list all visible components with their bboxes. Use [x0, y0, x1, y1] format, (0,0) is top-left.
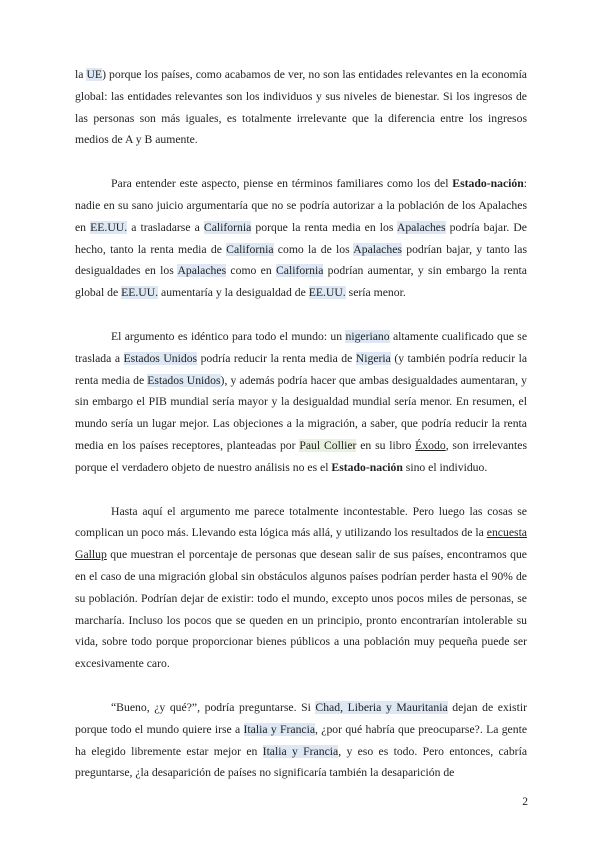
text-run: podría reducir la renta media de	[197, 351, 356, 365]
highlight-italia-francia[interactable]: Italia y Francia	[262, 744, 339, 758]
text-run: la	[75, 68, 87, 81]
document-body	[75, 64, 527, 806]
paragraph-1	[75, 64, 527, 151]
highlight-california[interactable]: California	[276, 264, 324, 278]
text-run: aumentaría y la desigualdad de	[158, 286, 309, 300]
text-run: dejan de existir porque todo el mundo quiere irse a	[75, 700, 527, 736]
text-run: sino el individuo.	[402, 460, 488, 474]
highlight-paul-collier[interactable]: Paul Collier	[299, 438, 357, 452]
highlight-estados-unidos[interactable]: Estados Unidos	[123, 351, 198, 365]
highlight-usa[interactable]: EE.UU.	[90, 220, 128, 234]
text-run: como la de los	[273, 242, 354, 256]
text-run: Para entender este aspecto, piense en términos familiares como los del	[111, 177, 453, 191]
bold-term: Estado-nación	[452, 177, 524, 191]
highlight-apalaches[interactable]: Apalaches	[353, 242, 402, 256]
text-run: altamente cualificado que se traslada a	[75, 329, 528, 365]
text-run: ), y además podría hacer que ambas desigualdades aumentaran, y sin embargo el PIB mundial sería mayor y la desigualdad mundial sería menor. En resumen, el mundo sería un lugar mejor. Las objeciones a la migración, a saber, que podría reducir la renta media en los países receptores, planteadas por	[75, 373, 528, 452]
highlight-nigeria[interactable]: Nigeria	[355, 351, 391, 365]
highlight-usa[interactable]: EE.UU.	[121, 286, 159, 300]
paragraph-4	[75, 501, 527, 675]
text-run: podría bajar. De hecho, tanto la renta media de	[75, 220, 527, 256]
text-run: ) porque los países, como acabamos de ver, no son las entidades relevantes en la economía global: las entidades relevantes son los individuos y sus niveles de bienestar. Si los ingresos de las personas son más iguales, es totalmente irrelevante que la diferencia entre los ingresos medios de A y B aumente.	[75, 68, 527, 147]
highlight-countries[interactable]: Chad, Liberia y Mauritania	[315, 700, 448, 714]
paragraph-5	[75, 697, 527, 784]
underlined-gallup-survey[interactable]: encuesta Gallup	[75, 526, 527, 562]
highlight-estados-unidos[interactable]: Estados Unidos	[147, 373, 221, 387]
highlight-usa[interactable]: EE.UU.	[308, 286, 346, 300]
text-run: : nadie en su sano juicio argumentaría que no se podría autorizar a la población de los Apalaches en	[75, 177, 527, 234]
highlight-nigeriano[interactable]: nigeriano	[345, 329, 390, 343]
text-run: Hasta aquí el argumento me parece totalmente incontestable. Pero luego las cosas se complican un poco más. Llevando esta lógica más allá, y utilizando los resultados de la	[75, 504, 527, 540]
text-run: , ¿por qué habría que preocuparse?. La gente ha elegido libremente estar mejor en	[75, 722, 528, 758]
text-run: El argumento es idéntico para todo el mundo: un	[111, 329, 346, 343]
text-run: podrían bajar, y tanto las desigualdades en los	[75, 242, 527, 278]
paragraph-3	[75, 326, 527, 479]
text-run: en su libro	[356, 438, 416, 452]
underlined-book-title[interactable]: Éxodo	[415, 438, 446, 452]
paragraph-2	[75, 173, 527, 304]
highlight-california[interactable]: California	[226, 242, 274, 256]
highlight-italia-francia[interactable]: Italia y Francia	[243, 722, 316, 736]
text-run: , son irrelevantes porque el verdadero objeto de nuestro análisis no es el	[75, 438, 527, 474]
text-run: que muestran el porcentaje de personas que desean salir de sus países, encontramos que en el caso de una migración global sin obstáculos algunos países podrían perder hasta el 90% de su población. Podrían dejar de existir: todo el mundo, excepto unos pocos miles de personas, se marcharía. Incluso los pocos que se queden en un principio, pronto encontrarían intolerable su vida, sobre todo porque proporcionar bienes públicos a una población muy pequeña puede ser excesivamente caro.	[75, 548, 527, 671]
text-run: , y eso es todo. Pero entonces, cabría preguntarse, ¿la desaparición de países no significaría también la desaparición de	[75, 744, 528, 780]
highlight-california[interactable]: California	[203, 220, 252, 234]
text-run: “Bueno, ¿y qué?”, podría preguntarse. Si	[111, 700, 316, 714]
text-run: podrían aumentar, y sin embargo la renta global de	[75, 264, 527, 300]
highlight-apalaches[interactable]: Apalaches	[396, 220, 446, 234]
text-run: a trasladarse a	[127, 220, 204, 234]
text-run: porque la renta media en los	[251, 220, 397, 234]
page-number: 2	[522, 796, 528, 808]
highlight-apalaches[interactable]: Apalaches	[177, 264, 227, 278]
text-run: (y también podría reducir la renta media de	[75, 351, 528, 387]
bold-term: Estado-nación	[331, 460, 403, 474]
highlight-eu[interactable]: UE	[86, 68, 103, 81]
text-run: sería menor.	[345, 286, 406, 300]
text-run: como en	[226, 264, 276, 278]
